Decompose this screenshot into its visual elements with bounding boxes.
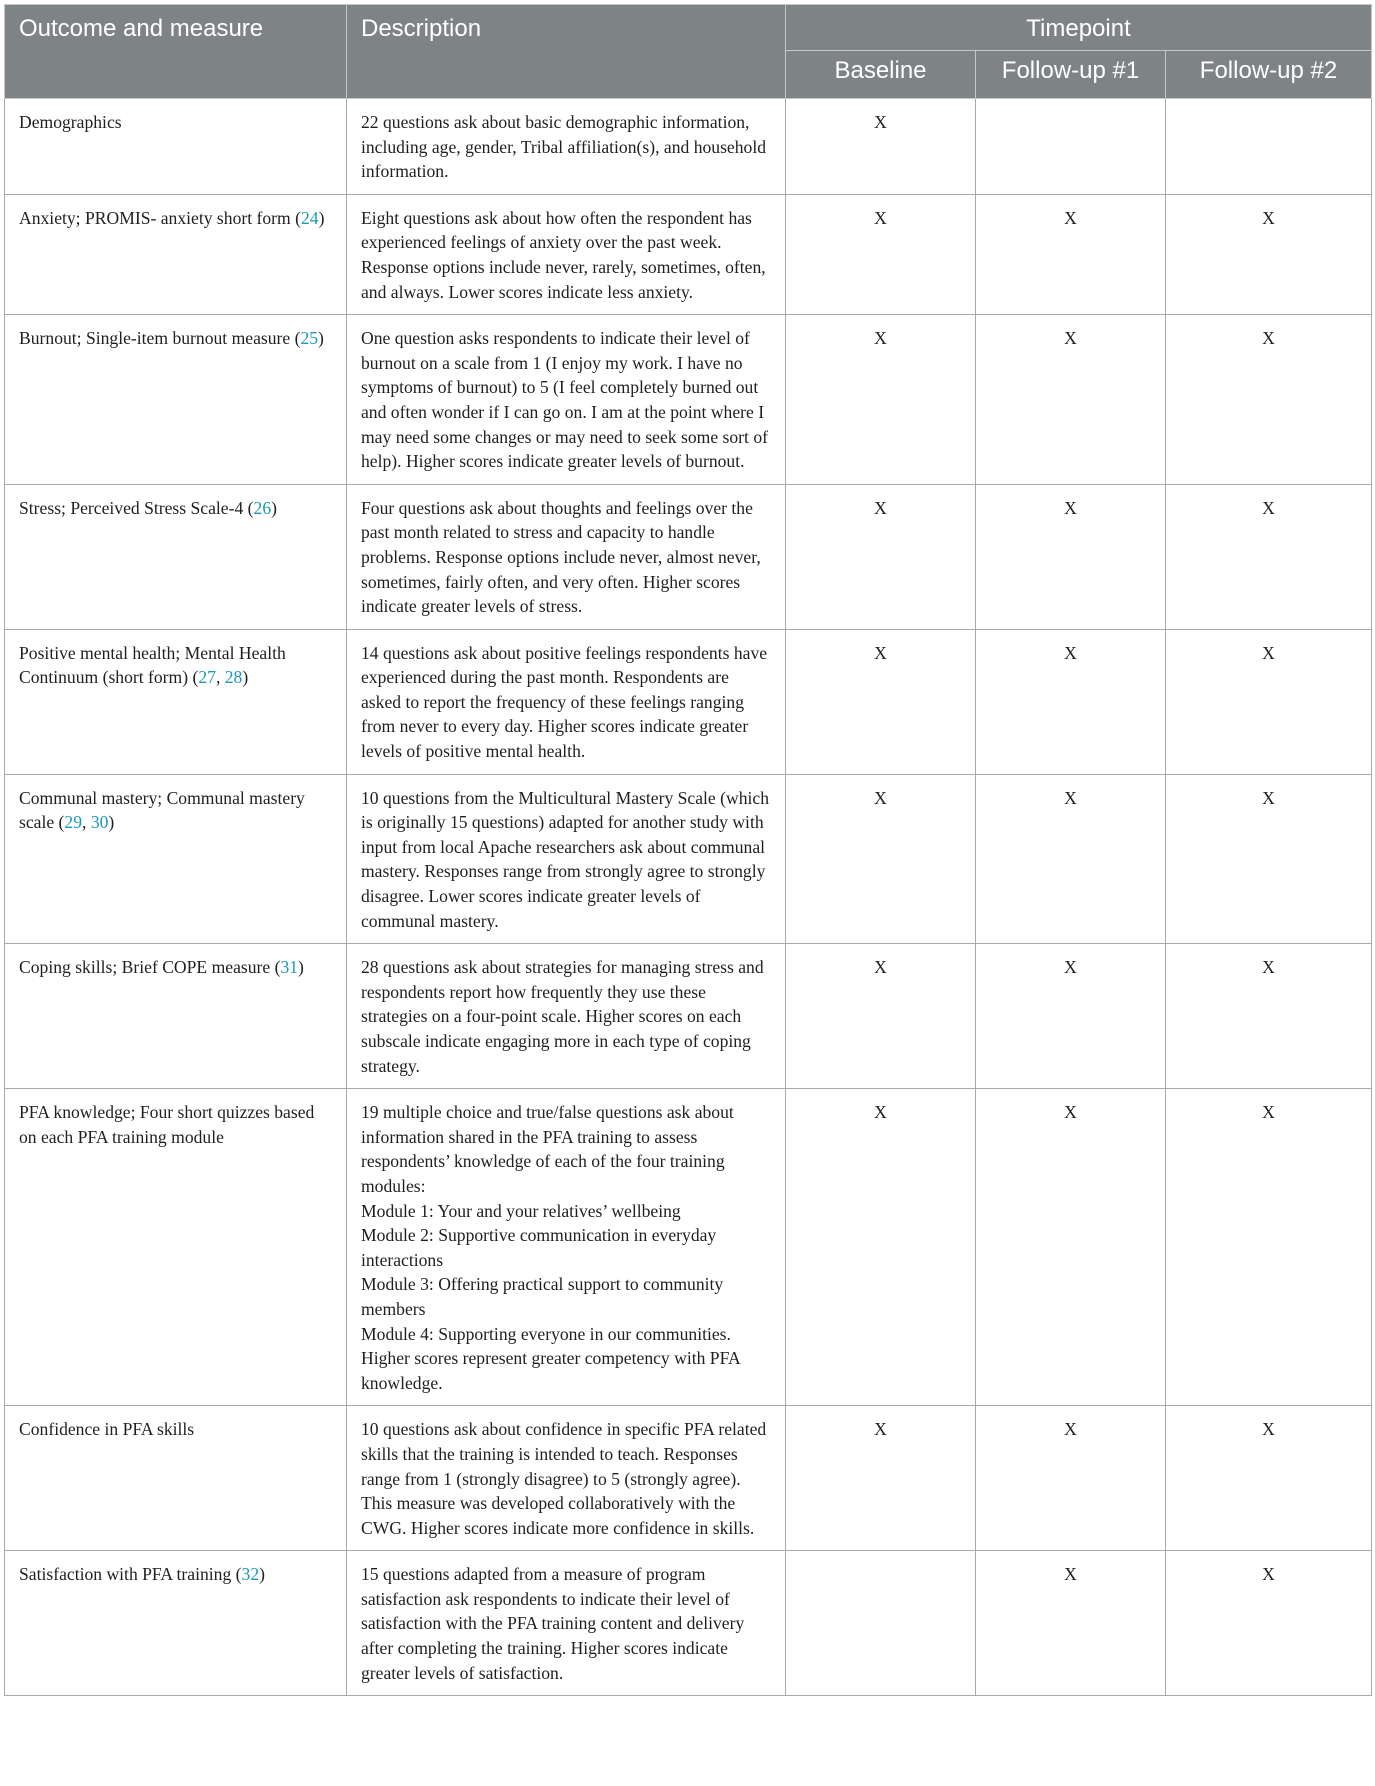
outcome-text: Stress; Perceived Stress Scale-4 ( (19, 497, 254, 518)
table-body (5, 99, 1372, 1696)
outcome-text: Confidence in PFA skills (19, 1419, 195, 1440)
followup1-mark: X (976, 484, 1166, 629)
baseline-mark: X (786, 944, 976, 1089)
outcome-text: Positive mental health; Mental Health Continuum (short form) ( (19, 642, 286, 688)
reference-link[interactable]: 30 (90, 812, 109, 833)
table-row (5, 1089, 1372, 1406)
outcome-cell (5, 194, 347, 314)
baseline-mark: X (786, 1406, 976, 1551)
outcome-text: Demographics (19, 112, 122, 132)
table-row (5, 1406, 1372, 1551)
table-row (5, 194, 1372, 314)
outcome-cell (5, 1406, 347, 1551)
outcome-text: Burnout; Single-item burnout measure ( (19, 328, 301, 349)
followup2-mark (1166, 99, 1372, 195)
description-text: Four questions ask about thoughts and feelings over the past month related to stress and capacity to handle problems. Response options include never, almost never, sometimes, fairly often, and very often. Higher scores indicate greater levels of stress. (361, 497, 761, 617)
description-cell (347, 194, 786, 314)
description-cell (347, 774, 786, 944)
reference-link[interactable]: 26 (253, 497, 272, 518)
outcome-text: , (215, 667, 225, 688)
header-row-1 (5, 5, 1372, 51)
outcome-text: ) (259, 1564, 265, 1585)
outcome-cell (5, 1089, 347, 1406)
followup2-mark: X (1166, 944, 1372, 1089)
followup1-mark (976, 99, 1166, 195)
baseline-mark: X (786, 315, 976, 485)
description-text: Module 2: Supportive communication in everyday interactions (361, 1225, 717, 1270)
description-cell (347, 1551, 786, 1696)
followup1-mark: X (976, 1551, 1166, 1696)
description-cell (347, 1406, 786, 1551)
followup2-mark: X (1166, 484, 1372, 629)
table-row (5, 484, 1372, 629)
baseline-mark: X (786, 484, 976, 629)
followup2-mark: X (1166, 315, 1372, 485)
description-text: Higher scores represent greater competency with PFA knowledge. (361, 1348, 740, 1393)
outcome-cell (5, 629, 347, 774)
description-cell (347, 1089, 786, 1406)
description-cell (347, 99, 786, 195)
followup1-mark: X (976, 1089, 1166, 1406)
description-text: 10 questions from the Multicultural Mastery Scale (which is originally 15 questions) adapted for another study with input from local Apache researchers ask about communal mastery. Responses range from strongly agree to strongly disagree. Lower scores indicate greater levels of communal mastery. (361, 787, 769, 931)
description-text: 10 questions ask about confidence in specific PFA related skills that the training is intended to teach. Responses range from 1 (strongly disagree) to 5 (strongly agree). This measure was developed collaboratively with the CWG. Higher scores indicate more confidence in skills. (361, 1419, 767, 1538)
description-cell (347, 484, 786, 629)
followup2-mark: X (1166, 1089, 1372, 1406)
reference-link[interactable]: 27 (198, 667, 216, 688)
followup1-mark: X (976, 629, 1166, 774)
outcome-text: PFA knowledge; Four short quizzes based on each PFA training module (19, 1102, 315, 1147)
outcome-text: ) (242, 667, 249, 688)
outcome-cell (5, 484, 347, 629)
reference-link[interactable]: 32 (241, 1564, 260, 1585)
outcome-cell (5, 315, 347, 485)
followup1-mark: X (976, 1406, 1166, 1551)
description-cell (347, 315, 786, 485)
description-text: Module 4: Supporting everyone in our communities. (361, 1323, 731, 1344)
outcome-text: ) (108, 812, 115, 833)
outcome-text: ) (318, 328, 324, 349)
followup1-mark: X (976, 774, 1166, 944)
outcome-text: Communal mastery; Communal mastery scale ( (19, 787, 305, 833)
header-baseline: Baseline (786, 51, 976, 99)
description-text: Eight questions ask about how often the respondent has experienced feelings of anxiety over the past week. Response options include never, rarely, sometimes, often, and always. Lower scores indicate less anxiety. (361, 207, 766, 302)
table-row (5, 629, 1372, 774)
description-cell (347, 629, 786, 774)
followup1-mark: X (976, 944, 1166, 1089)
description-text: 15 questions adapted from a measure of program satisfaction ask respondents to indicate their level of satisfaction with the PFA training content and delivery after completing the training. Higher scores indicate greater levels of satisfaction. (361, 1564, 745, 1683)
outcome-cell (5, 99, 347, 195)
outcome-cell (5, 944, 347, 1089)
description-text: Module 3: Offering practical support to community members (361, 1274, 724, 1319)
outcome-text: ) (298, 957, 304, 978)
reference-link[interactable]: 29 (64, 812, 83, 833)
reference-link[interactable]: 24 (300, 207, 319, 228)
outcome-cell (5, 774, 347, 944)
outcome-text: ) (271, 497, 277, 518)
outcome-text: ) (318, 207, 325, 228)
outcome-text: Coping skills; Brief COPE measure ( (19, 957, 281, 978)
baseline-mark: X (786, 774, 976, 944)
reference-link[interactable]: 31 (280, 957, 299, 978)
header-outcome: Outcome and measure (5, 5, 347, 99)
description-text: One question asks respondents to indicate their level of burnout on a scale from 1 (I enjoy my work. I have no symptoms of burnout) to 5 (I feel completely burned out and often wonder if I can go on. I am at the point where I may need some changes or may need to seek some sort of help). Higher scores indicate greater levels of burnout. (361, 328, 768, 472)
table-row (5, 774, 1372, 944)
description-text: Module 1: Your and your relatives’ wellbeing (361, 1200, 681, 1221)
header-description: Description (347, 5, 786, 99)
description-text: 22 questions ask about basic demographic information, including age, gender, Tribal affiliation(s), and household information. (361, 112, 767, 182)
table-row (5, 944, 1372, 1089)
followup2-mark: X (1166, 1551, 1372, 1696)
outcome-cell (5, 1551, 347, 1696)
description-text: 19 multiple choice and true/false questions ask about information shared in the PFA training to assess respondents’ knowledge of each of the four training modules: (361, 1102, 734, 1196)
reference-link[interactable]: 25 (300, 328, 319, 349)
followup1-mark: X (976, 194, 1166, 314)
outcome-text: , (82, 812, 91, 833)
header-followup-1: Follow-up #1 (976, 51, 1166, 99)
followup2-mark: X (1166, 194, 1372, 314)
baseline-mark: X (786, 1089, 976, 1406)
table-row (5, 1551, 1372, 1696)
table-header (5, 5, 1372, 99)
outcome-text: Anxiety; PROMIS- anxiety short form ( (19, 207, 301, 228)
baseline-mark: X (786, 99, 976, 195)
header-followup-2: Follow-up #2 (1166, 51, 1372, 99)
header-timepoint: Timepoint (786, 5, 1372, 51)
table-row (5, 99, 1372, 195)
measures-table-container (4, 4, 1371, 1696)
followup1-mark: X (976, 315, 1166, 485)
outcome-text: Satisfaction with PFA training ( (19, 1564, 242, 1585)
followup2-mark: X (1166, 629, 1372, 774)
table-row (5, 315, 1372, 485)
followup2-mark: X (1166, 1406, 1372, 1551)
reference-link[interactable]: 28 (224, 667, 243, 688)
description-cell (347, 944, 786, 1089)
description-text: 28 questions ask about strategies for managing stress and respondents report how frequently they use these strategies on a four-point scale. Higher scores on each subscale indicate engaging more in each type of coping strategy. (361, 957, 764, 1076)
followup2-mark: X (1166, 774, 1372, 944)
baseline-mark: X (786, 194, 976, 314)
baseline-mark: X (786, 629, 976, 774)
measures-table (4, 4, 1372, 1696)
baseline-mark (786, 1551, 976, 1696)
description-text: 14 questions ask about positive feelings respondents have experienced during the past month. Respondents are asked to report the frequency of these feelings ranging from never to every day. Higher scores indicate greater levels of positive mental health. (361, 642, 768, 762)
